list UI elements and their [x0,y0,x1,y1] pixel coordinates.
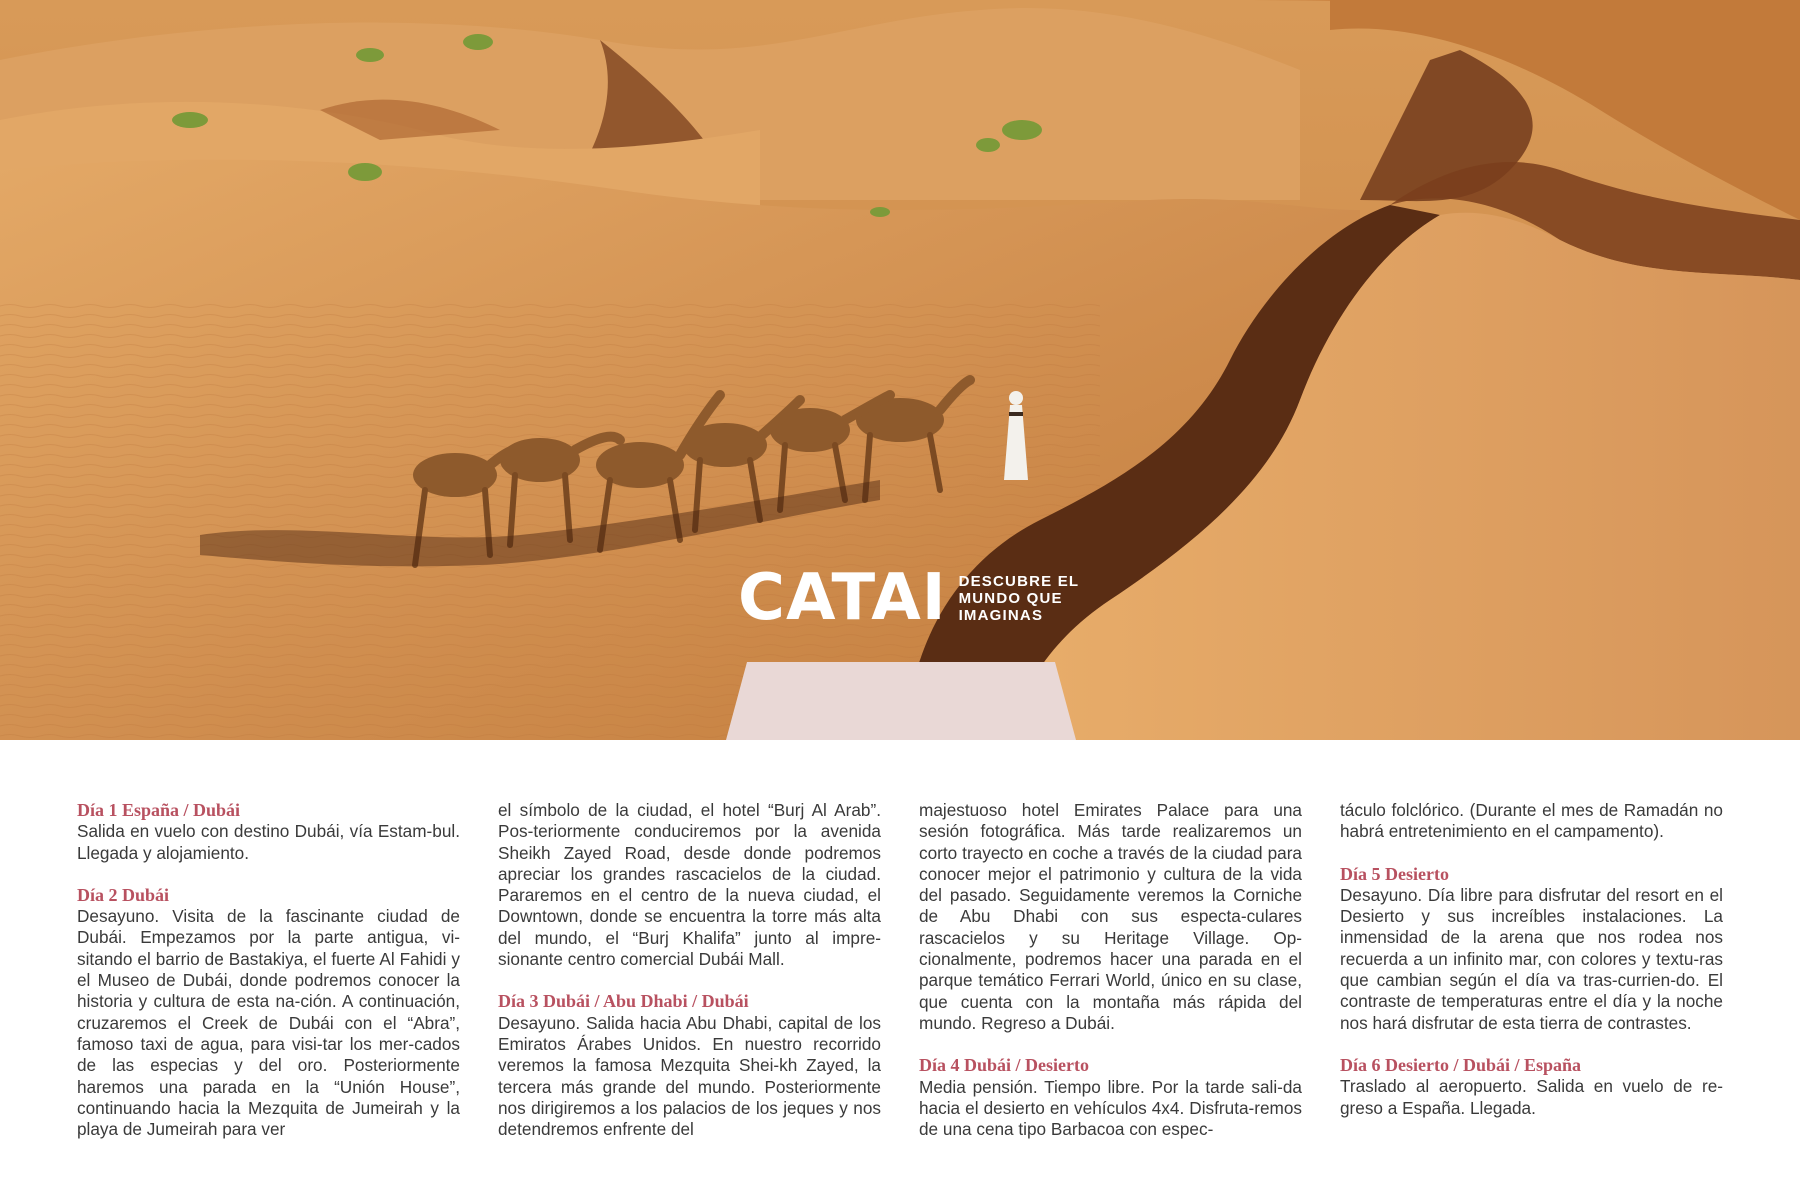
catai-logo [738,561,1080,635]
day-block [77,885,460,1141]
day-block [1340,864,1723,1034]
day-block-continued [1340,800,1723,843]
day-title: Día 3 Dubái / Abu Dhabi / Dubái [498,991,749,1012]
day-text: Salida en vuelo con destino Dubái, vía Estam-bul. Llegada y alojamiento. [77,821,460,863]
logo-tagline [959,573,1080,624]
day-title: Día 1 España / Dubái [77,800,241,820]
day-title: Día 4 Dubái / Desierto [919,1055,1089,1076]
itinerary-column [919,800,1302,1160]
day-block [498,991,881,1140]
day-block-continued [498,800,881,970]
day-text: el símbolo de la ciudad, el hotel “Burj Al Arab”. Pos-teriormente conduciremos por la avenida Sheikh Zayed Road, desde donde podremos apreciar los grandes rascacielos de la ciudad. Pararemos en el centro de la nueva ciudad, el Downtown, donde se encuentra la torre más alta del mundo, el “Burj Khalifa” junto al impre-sionante centro comercial Dubái Mall. [498,800,881,970]
tagline-line: MUNDO QUE [958,589,1063,607]
itinerary-column [77,800,460,1160]
decorative-tab [726,662,1076,740]
day-text: Desayuno. Día libre para disfrutar del resort en el Desierto y sus increíbles instalaciones. La inmensidad de la arena que nos rodea nos recuerda a un infinito mar, con colores y textu-ras que cambian según el día va tras-currien-do. El contraste de temperaturas entre el día y la noche nos hará disfrutar de esta tierra de contrastes. [1340,884,1723,1033]
itinerary-column [498,800,881,1160]
day-block [1340,1055,1723,1119]
tagline-line: DESCUBRE EL [958,572,1080,590]
day-block [77,800,460,864]
day-block-continued [919,800,1302,1034]
day-text: Desayuno. Salida hacia Abu Dhabi, capital de los Emiratos Árabes Unidos. En nuestro recorrido veremos la famosa Mezquita Shei-kh Zayed, la tercera más grande del mundo. Posteriormente nos dirigiremos a los palacios de los jeques y nos detendremos enfrente del [498,1012,881,1140]
day-title: Día 5 Desierto [1340,863,1449,884]
day-text: Desayuno. Visita de la fascinante ciudad de Dubái. Empezamos por la parte antigua, vi-sitando el barrio de Bastakiya, el fuerte Al Fahidi y el Museo de Dubái, donde podremos conocer la historia y cultura de esta na-ción. A continuación, cruzaremos el Creek de Dubái con el “Abra”, famoso taxi de agua, para visi-tar los mer-cados de las especias y del oro. Posteriormente haremos una parada en la “Unión House”, continuando hacia la Mezquita de Jumeirah y la playa de Jumeirah para ver [77,906,460,1140]
itinerary-column [1340,800,1723,1160]
day-text: táculo folclórico. (Durante el mes de Ramadán no habrá entretenimiento en el campamento). [1340,800,1723,842]
itinerary-columns [77,800,1727,1160]
day-text: majestuoso hotel Emirates Palace para una sesión fotográfica. Más tarde realizaremos un corto trayecto en coche a través de la ciudad para conocer mejor el patrimonio y cultura de la vida del pasado. Seguidamente veremos la Corniche de Abu Dhabi con sus especta-culares rascacielos y su Heritage Village. Op-cionalmente, podremos hacer una parada en el parque temático Ferrari World, único en su clase, que cuenta con la montaña más rápida del mundo. Regreso a Dubái. [919,800,1302,1033]
day-title: Día 2 Dubái [77,884,170,905]
day-title: Día 6 Desierto / Dubái / España [1340,1054,1582,1075]
day-text: Traslado al aeropuerto. Salida en vuelo de re-greso a España. Llegada. [1340,1076,1723,1118]
day-block [919,1055,1302,1140]
day-text: Media pensión. Tiempo libre. Por la tarde sali-da hacia el desierto en vehículos 4x4. Disfruta-remos de una cena tipo Barbacoa con espec- [919,1076,1302,1140]
logo-wordmark: CATAI [738,561,947,635]
tagline-line: IMAGINAS [958,606,1044,624]
